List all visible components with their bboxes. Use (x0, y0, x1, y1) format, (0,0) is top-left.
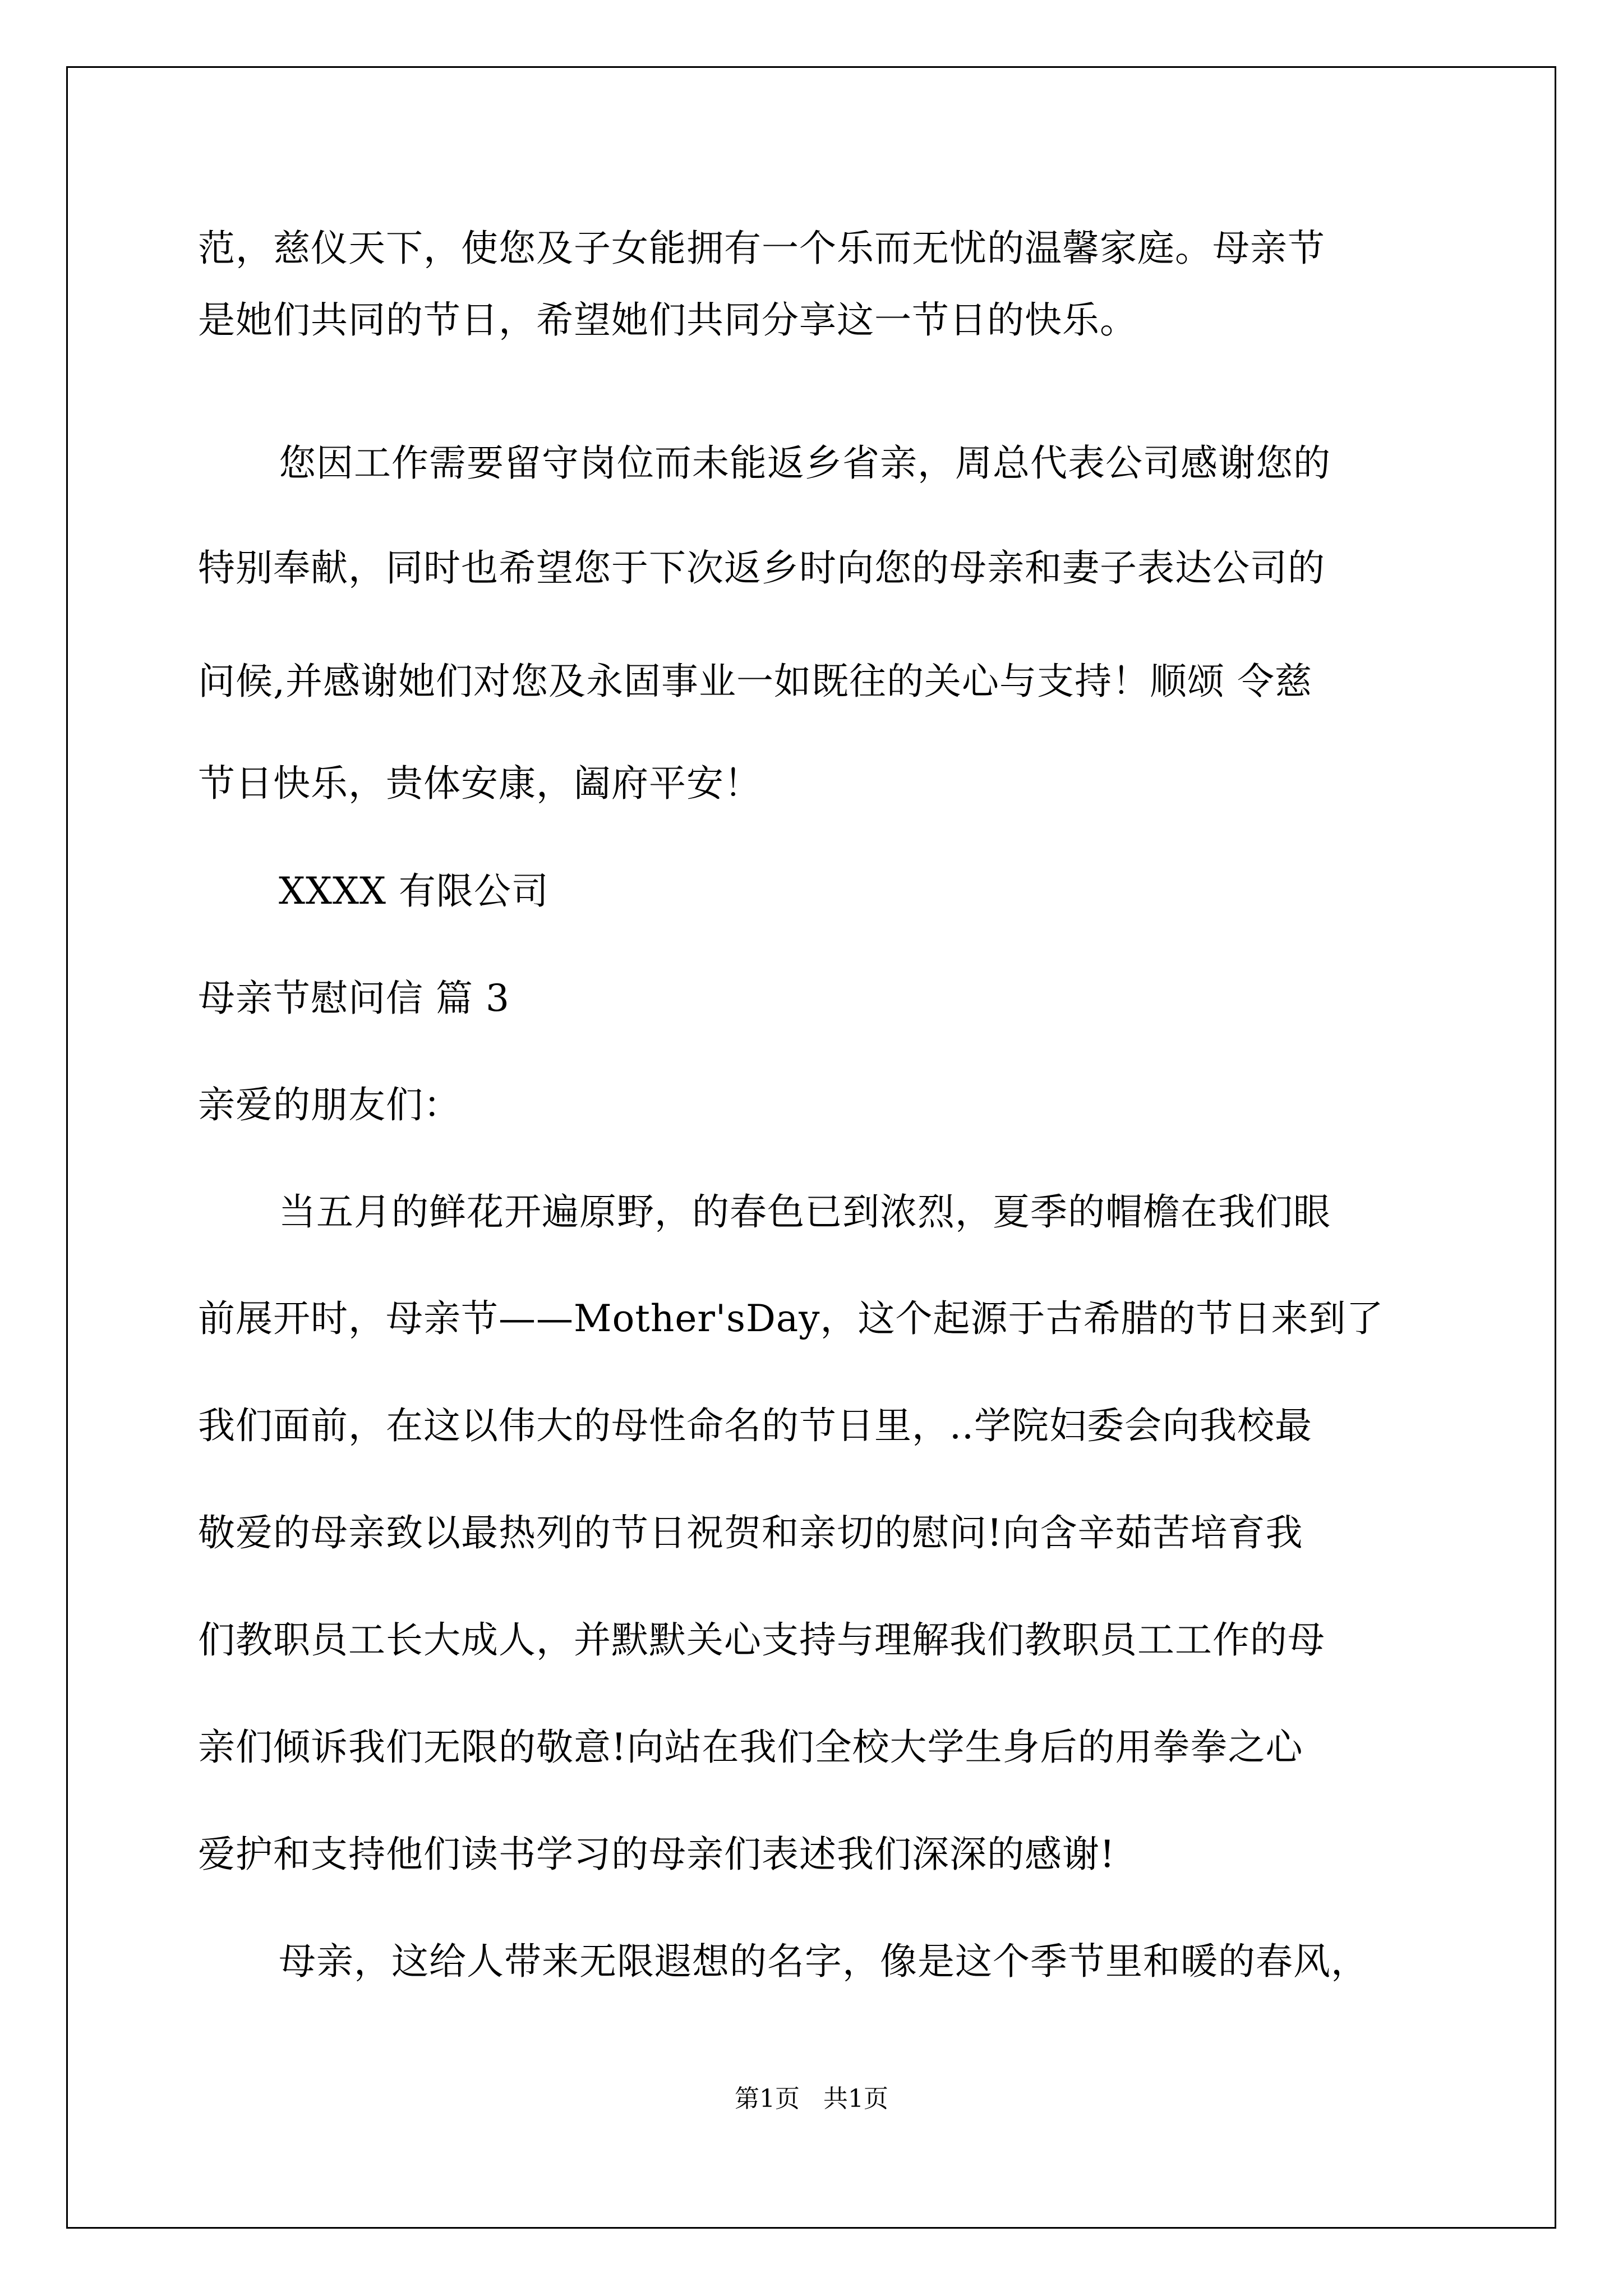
body-line: 您因工作需要留守岗位而未能返乡省亲，周总代表公司感谢您的 (279, 441, 1331, 485)
body-line: 我们面前，在这以伟大的母性命名的节日里，..学院妇委会向我校最 (198, 1404, 1312, 1447)
salutation: 亲爱的朋友们： (198, 1083, 461, 1126)
body-line: 敬爱的母亲致以最热列的节日祝贺和亲切的慰问!向含辛茹苦培育我 (198, 1511, 1303, 1554)
body-line: 范，慈仪天下，使您及子女能拥有一个乐而无忧的温馨家庭。母亲节 (198, 227, 1325, 270)
body-line: 特别奉献，同时也希望您于下次返乡时向您的母亲和妻子表达公司的 (198, 546, 1325, 590)
body-line: 当五月的鲜花开遍原野，的春色已到浓烈，夏季的帽檐在我们眼 (279, 1190, 1331, 1234)
page-footer: 第1页 共1页 (735, 2085, 888, 2113)
body-line: 亲们倾诉我们无限的敬意!向站在我们全校大学生身后的用拳拳之心 (198, 1726, 1303, 1769)
body-line: 节日快乐，贵体安康，阖府平安！ (198, 762, 762, 805)
page-border (66, 66, 1556, 2229)
body-line: 母亲，这给人带来无限遐想的名字，像是这个季节里和暖的春风， (279, 1940, 1368, 1983)
section-heading: 母亲节慰问信 篇 3 (198, 977, 510, 1020)
body-line: 爱护和支持他们读书学习的母亲们表述我们深深的感谢! (198, 1833, 1115, 1876)
body-line: 问候,并感谢她们对您及永固事业一如既往的关心与支持！顺颂 令慈 (198, 660, 1312, 703)
body-line: 是她们共同的节日，希望她们共同分享这一节日的快乐。 (198, 298, 1137, 342)
company-name: XXXX 有限公司 (279, 869, 549, 913)
body-line: 们教职员工长大成人，并默默关心支持与理解我们教职员工工作的母 (198, 1618, 1325, 1662)
body-line: 前展开时，母亲节——Mother'sDay，这个起源于古希腊的节日来到了 (198, 1297, 1384, 1340)
